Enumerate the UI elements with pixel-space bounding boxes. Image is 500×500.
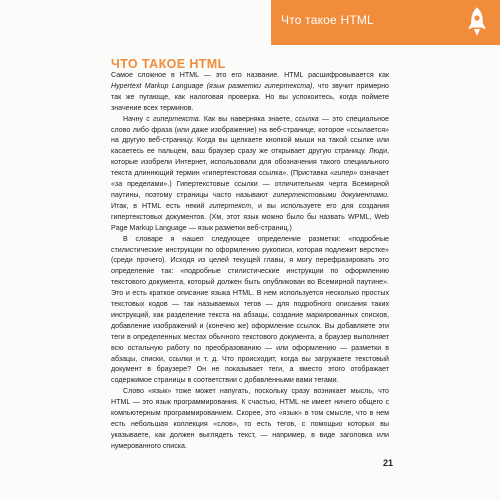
text-run: , что звучит примерно так же пугающе, как налоговая проверка. Но вы успокоитесь, когда поймете значение всех терминов. xyxy=(111,81,389,112)
body-text xyxy=(111,70,389,452)
italic-term: «гипер» xyxy=(330,169,358,178)
text-run: . Как вы наверняка знаете, xyxy=(198,114,296,123)
text-run: — это специальное слово либо фраза (или даже изображение) на веб-странице, которое «ссылается» на другую веб-страницу. Когда вы щелкаете кнопкой мыши на такой ссылке или касаетесь ее пальцем, ваш браузер сразу же открывает другую страницу. Люди, которые изобрели Интернет, использовали для обозначения такого специального текста длиннющий термин «гипертекстовая ссылка». (Приставка xyxy=(111,114,389,178)
paragraph xyxy=(111,234,389,387)
italic-term: гипертекста xyxy=(153,114,199,123)
text-run: . Итак, в HTML есть некий xyxy=(111,190,389,210)
text-run: , и вы используете его для создания гипертекстовых документов. (Хм, этот язык можно было бы назвать WPML, Web Page Markup Language — язык разметки веб-страниц.) xyxy=(111,201,389,232)
text-run: В словаре я нашел следующее определение разметки: «подробные стилистические инструкции по оформлению рукописи, которая подлежит верстке» (среди прочего). Исходя из целей текущей главы, я могу перефразировать это определение так: «подробные стилистические инструкции по оформлению текстового документа, который должен быть опубликован во Всемирной паутине». Это и есть краткое описание языка HTML. В нем используется несколько простых текстовых кодов — так называемых тегов — для подробного описания таких инструкций, как разделение текста на абзацы, создание маркированных списков, добавление изображений и (конечно же) оформление ссылок. Вы добавляете эти теги в определенных местах обычного текстового документа, а браузер выполняет всю остальную работу по преобразованию — или оформлению — разметки в абзацы, списки, ссылки и т. д. Что происходит, когда вы загружаете текстовый документ в браузере? Он не показывает теги, а вместо этого отображает содержимое страницы в соответствии с добавленными вами тегами. xyxy=(111,234,389,385)
italic-term: гипертекстовыми документами xyxy=(272,190,388,199)
text-run: Начну с xyxy=(123,114,154,123)
italic-term: ссылка xyxy=(295,114,319,123)
paragraph xyxy=(111,114,389,234)
chapter-header-title: Что такое HTML xyxy=(281,13,374,27)
text-run: Самое сложное в HTML — это его название. HTML расшифровывается как xyxy=(111,71,389,79)
paragraph xyxy=(111,70,389,114)
rocket-icon xyxy=(466,6,488,38)
italic-term: Hypertext Markup Language (язык разметки гипертекста) xyxy=(111,81,313,90)
paragraph xyxy=(111,386,389,451)
page-number: 21 xyxy=(383,458,394,468)
text-run: означает «за пределами».) Гипертекстовые ссылки — отличительная черта Всемирной паутины, поэтому страницы часто называют xyxy=(111,169,389,199)
italic-term: гипертекст xyxy=(209,201,252,210)
section-title: ЧТО ТАКОЕ HTML xyxy=(111,57,226,71)
text-run: Слово «язык» тоже может напугать, поскольку сразу возникает мысль, что HTML — это язык программирования. К счастью, HTML не имеет ничего общего с компьютерным программированием. Скорее, это «язык» в том смысле, что в нем есть небольшая коллекция «слов», то есть тегов, с помощью которых вы указываете, как должен выглядеть текст, — например, в виде заголовка или нумерованного списка. xyxy=(111,387,389,450)
